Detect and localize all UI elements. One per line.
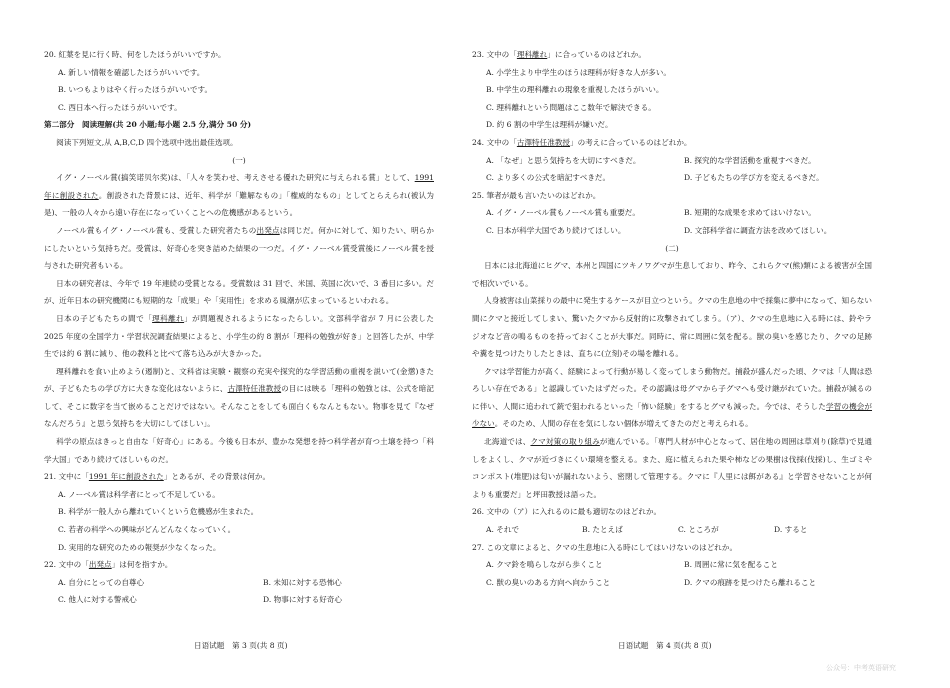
option: A. イグ・ノーベル賞もノーベル賞も重要だ。 [486,208,640,218]
left-page [44,46,434,609]
option: B. 短期的な成果を求めてはいけない。 [684,208,816,218]
question-23: 23. 文中の「理科離れ」に合っているのはどれか。 [472,50,646,59]
option: A. 小学生より中学生のほうは理科が好きな人が多い。 [486,67,671,77]
option-row [472,521,872,539]
option: C. 西日本へ行ったほうがいいです。 [58,102,182,112]
question-24: 24. 文中の「古澤特任准教授」の考えに合っているのはどれか。 [472,137,692,147]
question-27: 27. この文章によると、クマの生息地に入る時にしてはいけないのはどれか。 [472,542,738,552]
option: D. 実用的な研究のための報奨が少なくなった。 [58,542,221,552]
option-row [44,591,434,609]
option-row [472,169,872,187]
option-row [44,574,434,592]
option: B. 中学生の理科離れの現象を重視したほうがいい。 [486,85,664,95]
paragraph: イグ・ノーベル賞(搞笑诺贝尔奖)は、「人々を笑わせ、考えさせる優れた研究に与えられる賞」として、1991 年に創設された。創設された背景には、近年、科学が「難解なもの」「権威的なもの」としてとらえられ(被认为是)、一般の人々から遠い存在になっていくことへの危機感があるという。 [44,173,434,218]
option: C. 日本が科学大国であり続けてほしい。 [486,225,626,235]
option: D. 文部科学省に調査方法を改めてほしい。 [684,225,832,235]
question-22: 22. 文中の「出発点」は何を指すか。 [44,560,173,570]
option: A. ノーベル賞は科学者にとって不足している。 [58,489,220,499]
paragraph: 人身被害は山菜採りの最中に発生するケースが目立つという。クマの生息地の中で採集に夢中になって、知らない間にクマと接近してしまい、驚いたクマから反射的に攻撃されてしまう。（ア）、クマの生息地に入る時には、鈴やラジオなど音の鳴るものを持っておくことが大事だ。同時に、常に周囲に気を配る。獣の臭いを感じたり、クマの足跡や糞を見つけたりしたときは、直ちに(立刻)その場を離れる。 [472,296,872,359]
option: B. 周囲に常に気を配ること [684,560,778,570]
paragraph: 理科離れを食い止めよう(遏制)と、文科省は実験・観察の充実や探究的な学習活動の重視を説いて(金懲)きたが、子どもたちの学び方に大きな変化はないように、古澤特任准教授の目には映る「理科の勉強とは、公式を暗記して、そこに数字を当て嵌めることだけではない。そんなことをしても面白くもなんともない。物事を見て『なぜなんだろう』と思う気持ちを大切にしてほしい」。 [44,366,435,429]
right-page [472,46,872,591]
option: C. 獣の臭いのある方向へ向かうこと [486,577,611,587]
paragraph: 北海道では、クマ対策の取り組みが進んでいる。「専門人材が中心となって、居住地の周囲は草刈り(除草)で見通しをよくし、クマが近づきにくい環境を整える。また、庭に植えられた果や柿などの果樹は伐採(伐採)し、生ゴミやコンポスト(堆肥)は匂いが漏れないよう、密閉して管理する。クマに『人里には餌がある』と学習させないことが何よりも重要だ」と坪田教授は語った。 [472,437,872,499]
paragraph: 日本には北海道にヒグマ、本州と四国にツキノワグマが生息しており、昨今、これらクマ(熊)類による被害が全国で相次いでいる。 [472,261,872,288]
paragraph: 科学の原点はきっと自由な「好奇心」にある。今後も日本が、豊かな発想を持つ科学者が育つ土壌を持つ「科学大国」であり続けてほしいものだ。 [44,437,434,464]
option: D. 子どもたちの学び方を変えるべきだ。 [684,173,824,183]
section-instruction: 阅读下列短文,从 A,B,C,D 四个选项中选出最佳选项。 [56,137,238,147]
question-26: 26. 文中の（ア）に入れるのに最も適切なのはどれか。 [472,507,662,517]
option: C. 若者の科学への興味がどんどんなくなっていく。 [58,525,236,535]
option: D. クマの痕跡を見つけたら離れること [684,577,817,587]
page-footer-left: 日语试题 第 3 页(共 8 页) [194,641,288,650]
paragraph: 日本の研究者は、今年で 19 年連続の受賞となる。受賞数は 31 回で、米国、英国に次いで、3 番目に多い。だが、近年日本の研究機関にも短期的な「成果」や「実用性」を求める風潮が広まっているといわれる。 [44,278,434,306]
option: A. 自分にとっての自尊心 [58,577,145,587]
option-row [472,222,872,240]
question-25: 25. 筆者が最も言いたいのはどれか。 [472,190,601,200]
option: D. 物事に対する好奇心 [263,595,342,605]
option: C. ところが [678,525,719,535]
option: B. いつもよりはやく行ったほうがいいです。 [58,85,213,95]
option: B. 未知に対する恐怖心 [263,577,342,587]
option: D. 約 6 割の中学生は理科が嫌いだ。 [486,120,613,130]
option: C. より多くの公式を暗記すべきだ。 [486,173,611,183]
option-row [472,152,872,170]
section-heading: 第二部分 阅读理解(共 20 小题;每小题 2.5 分,满分 50 分) [44,120,252,130]
question-21: 21. 文中に「1991 年に創設された」とあるが、その背景は何か。 [44,472,271,482]
option: B. 探究的な学習活動を重視すべきだ。 [684,155,816,165]
passage-title: (二) [665,243,679,253]
option: B. たとえば [582,525,623,535]
option: D. すると [774,525,808,535]
option: B. 科学が一般人から離れていくという危機感が生まれた。 [58,507,259,517]
watermark: 公众号：中考英语研究 [826,664,896,672]
option-row [472,556,872,574]
page-footer-right: 日语试题 第 4 页(共 8 页) [618,641,712,650]
paragraph: クマは学習能力が高く、経験によって行動が易しく変ってしまう動物だ。捕殺が盛んだった頃、クマは「人間は恐ろしい存在である」と認識していたはずだった。その認識は母グマから子グマへも受け継がれていた。捕殺が減るのに伴い、人間に追われて銃で狙われるといった「怖い経験」をするとグマも減った。今では、そうした学習の機会が少ない。そのため、人間の存在を気にしない個体が増えてきたのだと考えられる。 [472,366,873,429]
paragraph: ノーベル賞もイグ・ノーベル賞も、受賞した研究者たちの出発点は同じだ。何かに対して、知りたい、明らかにしたいという気持ちだ。受賞は、好奇心を突き詰めた結果の一つだ。イグ・ノーベル賞受賞後にノーベル賞を授与された研究者もいる。 [44,225,434,271]
option: A. 「なぜ」と思う気持ちを大切にすべきだ。 [486,155,641,165]
paragraph: 日本の子どもたちの間で「理科離れ」が問題視されるようになったらしい。文部科学省が 7 月に公表した 2025 年度の全国学力・学習状況調査結果によると、小学生の約 8 割が「理科の勉強が好き」と回答したが、中学生では約 6 割に減り、他の教科と比べて落ち込みが大きかった。 [44,313,435,359]
option: A. それで [486,525,520,535]
question-20: 20. 紅葉を見に行く時、何をしたほうがいいですか。 [44,50,226,59]
option: A. 新しい情報を確認したほうがいいです。 [58,67,205,77]
option-row [472,204,872,222]
passage-title: (一) [232,155,246,165]
option: C. 他人に対する警戒心 [58,595,137,605]
option: C. 理科離れという問題はここ数年で解決できる。 [486,102,656,112]
option-row [472,574,872,592]
option: A. クマ鈴を鳴らしながら歩くこと [486,560,603,570]
